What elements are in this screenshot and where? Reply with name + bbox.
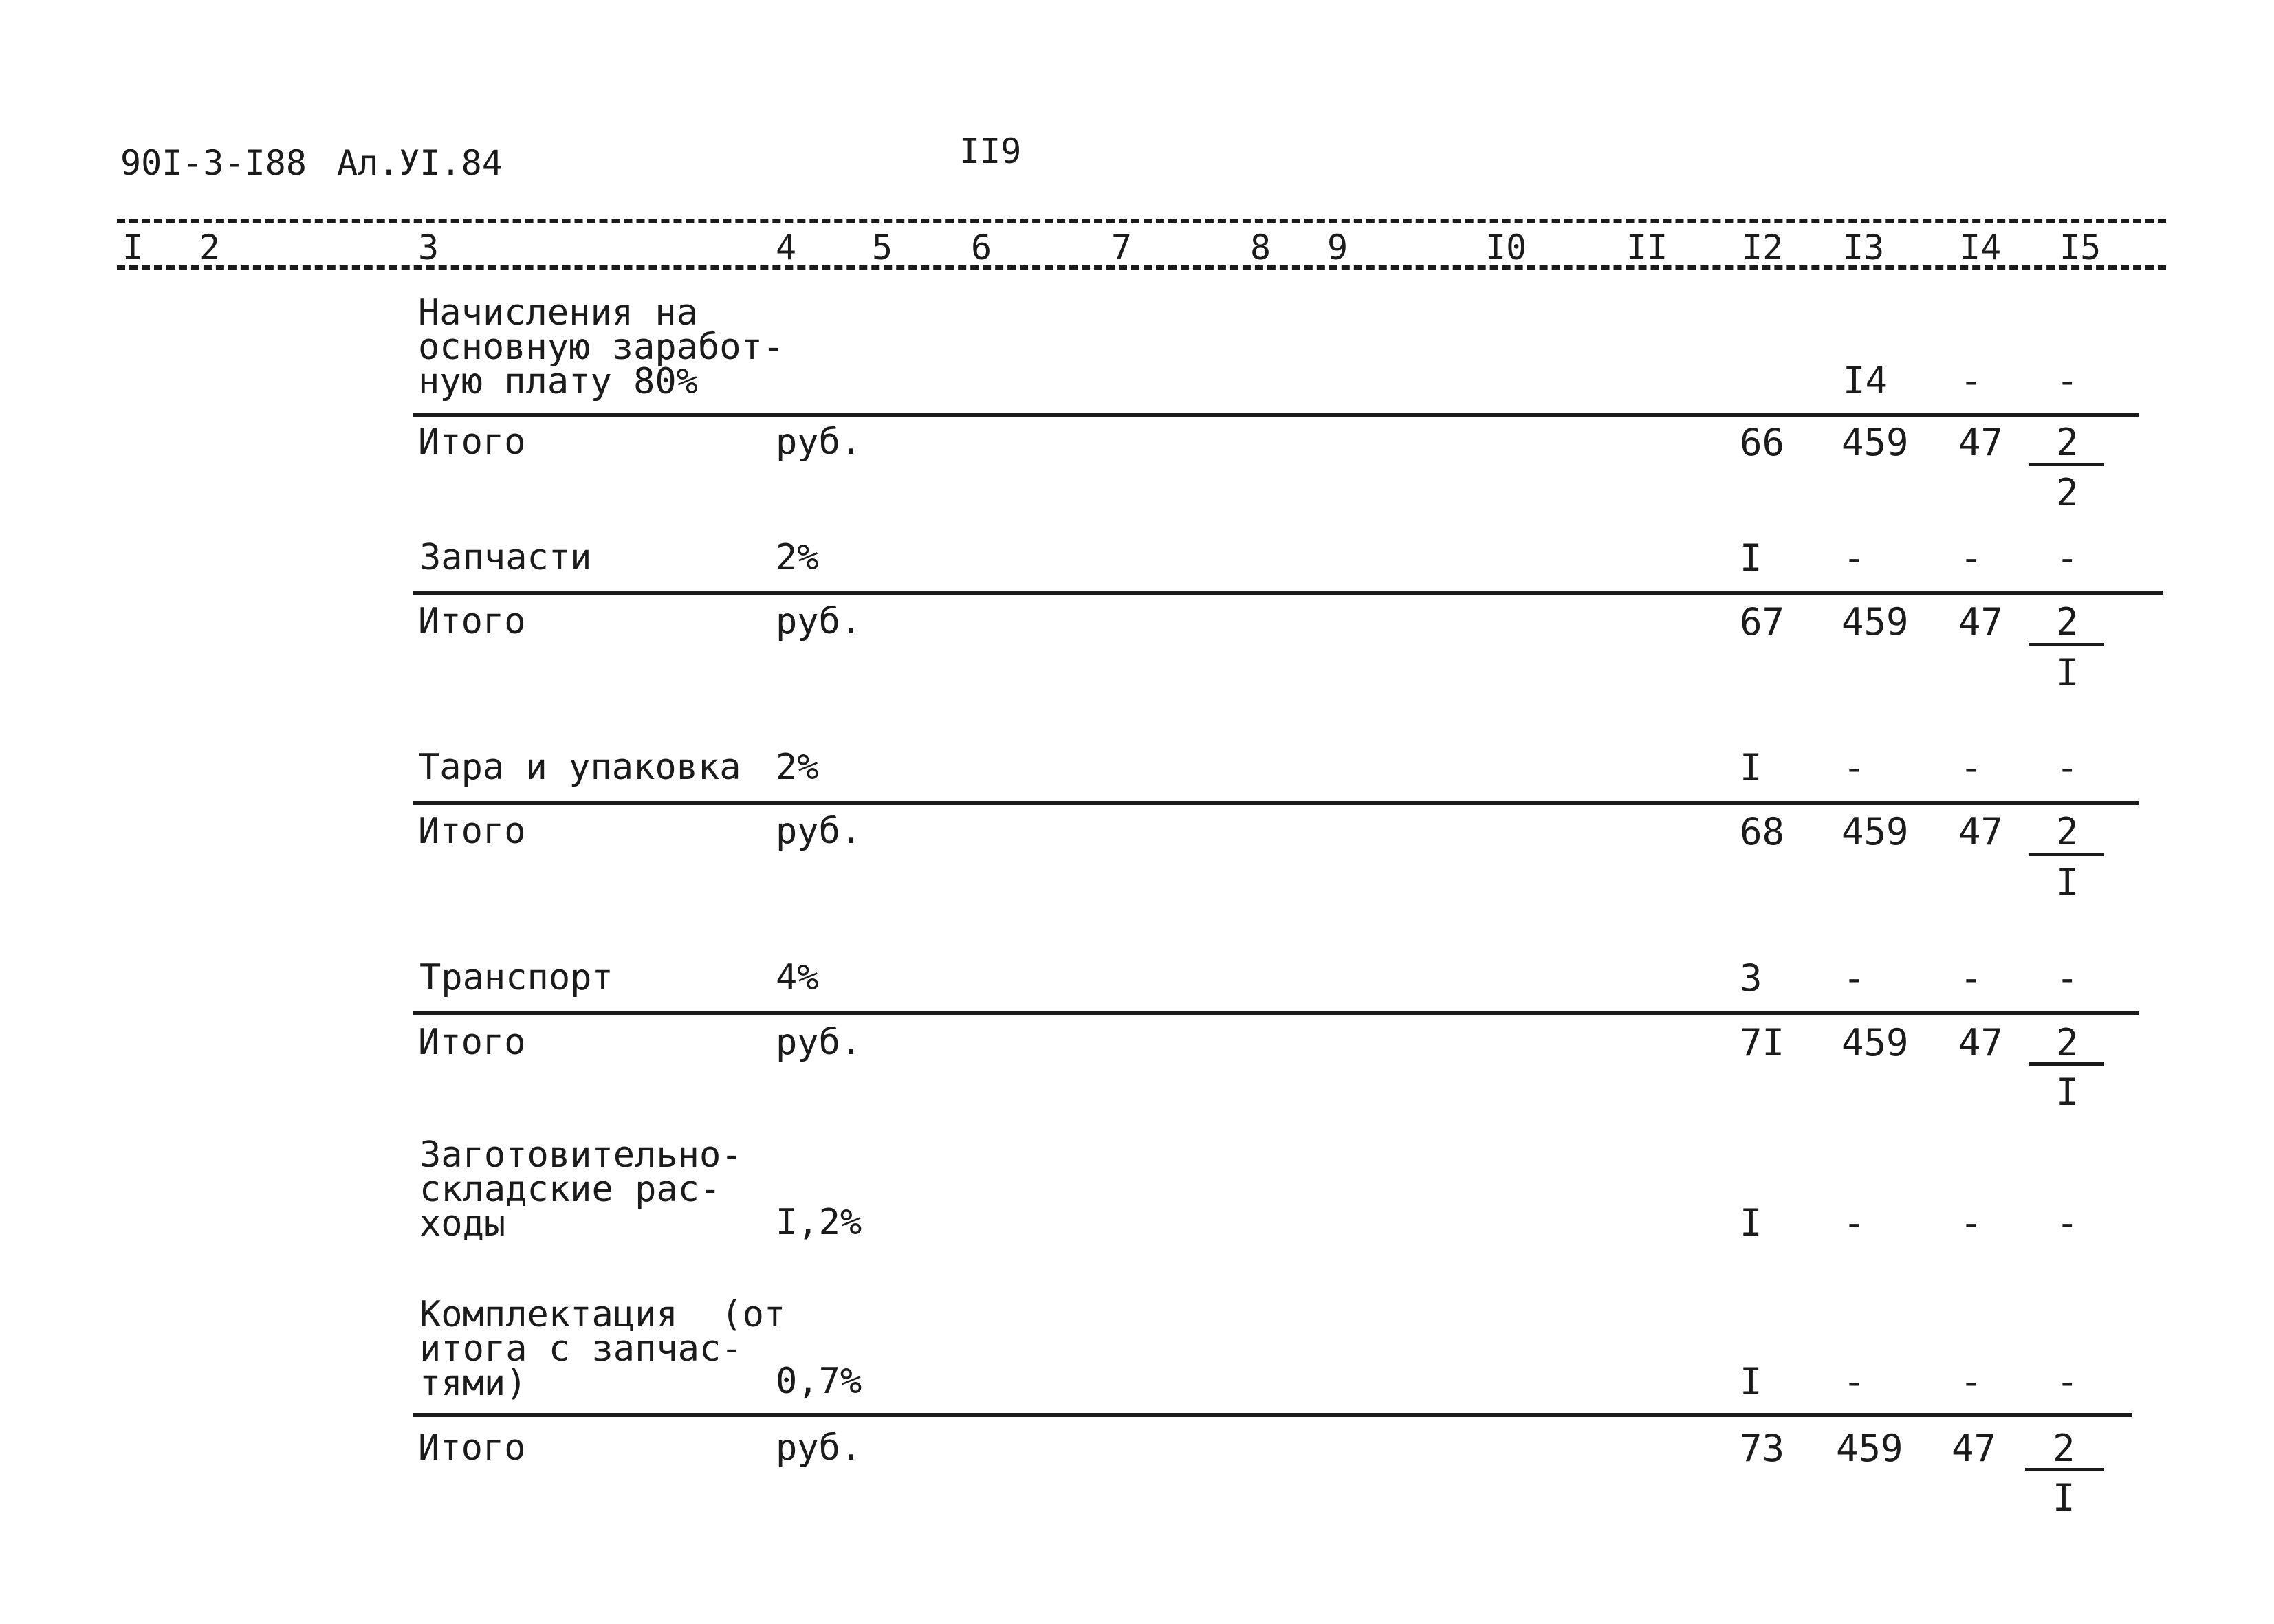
row-divider [413, 801, 2139, 805]
row-divider [413, 1413, 2132, 1417]
cell-col12: 73 [1740, 1427, 1785, 1470]
fraction-bar [2029, 853, 2104, 856]
column-number: 7 [1111, 228, 1133, 267]
row-divider [413, 1011, 2139, 1015]
cell-col15: - [2056, 359, 2079, 402]
column-number: 3 [418, 228, 439, 267]
row-unit: 4% [776, 957, 819, 998]
row-name: Итого [418, 601, 526, 642]
row-unit: руб. [776, 811, 862, 852]
fraction-bar [2025, 1468, 2104, 1471]
cell-col14: 47 [1958, 1021, 2004, 1064]
cell-col12: I [1740, 746, 1762, 789]
column-number: 8 [1250, 228, 1271, 267]
column-number: I0 [1485, 228, 1527, 267]
cell-col14: 47 [1958, 421, 2004, 464]
row-unit: 0,7% [776, 1361, 862, 1402]
cell-col15-numerator: 2 [2056, 810, 2079, 853]
column-number: I [122, 228, 144, 267]
column-number: I5 [2059, 228, 2101, 267]
row-unit: руб. [776, 1022, 862, 1063]
cell-col15-denominator: I [2056, 861, 2079, 904]
cell-col15-numerator: 2 [2053, 1427, 2075, 1470]
document-code: 90I-3-I88 [120, 143, 307, 183]
cell-col15: - [2056, 1201, 2079, 1244]
cell-col12: I [1740, 1360, 1762, 1403]
cell-col13: - [1843, 956, 1866, 1000]
cell-col14: - [1960, 1201, 1982, 1244]
cell-col12: I [1740, 1201, 1762, 1244]
row-name: Итого [418, 1022, 526, 1063]
cell-col15: - [2056, 746, 2079, 789]
cell-col13: - [1843, 536, 1866, 580]
header-top-rule [117, 219, 2166, 223]
cell-col13: 459 [1836, 1427, 1903, 1470]
page-number: II9 [959, 131, 1022, 171]
row-name: Запчасти [419, 537, 592, 578]
cell-col12: 7I [1740, 1021, 1785, 1064]
row-unit: 2% [776, 537, 819, 578]
column-number: 5 [872, 228, 893, 267]
cell-col15-denominator: 2 [2056, 471, 2079, 514]
cell-col14: - [1960, 359, 1982, 402]
column-number: I2 [1742, 228, 1784, 267]
cell-col13: 459 [1841, 1021, 1909, 1064]
row-unit: 2% [776, 747, 819, 788]
cell-col12: 66 [1740, 421, 1785, 464]
cell-col13: 459 [1841, 810, 1909, 853]
row-name: Транспорт [419, 957, 613, 998]
cell-col15: - [2056, 1360, 2079, 1403]
cell-col14: 47 [1958, 810, 2004, 853]
column-number: II [1626, 228, 1668, 267]
fraction-bar [2029, 643, 2104, 646]
cell-col15: - [2056, 956, 2079, 1000]
cell-col12: 67 [1740, 600, 1785, 644]
row-name: Заготовительно- складские рас- ходы [419, 1134, 743, 1244]
cell-col13: 459 [1841, 600, 1909, 644]
row-name: Итого [418, 811, 526, 852]
row-unit: руб. [776, 421, 862, 463]
row-divider [413, 591, 2163, 595]
cell-col14: - [1960, 746, 1982, 789]
row-divider [413, 413, 2139, 417]
fraction-bar [2029, 463, 2104, 466]
column-number: 2 [199, 228, 221, 267]
cell-col15-denominator: I [2053, 1476, 2075, 1519]
cell-col15-numerator: 2 [2056, 421, 2079, 464]
row-name: Итого [418, 1427, 526, 1469]
cell-col15-denominator: I [2056, 651, 2079, 694]
cell-col15-denominator: I [2056, 1071, 2079, 1114]
cell-col14: - [1960, 956, 1982, 1000]
cell-col12: 3 [1740, 956, 1762, 1000]
cell-col14: - [1960, 1360, 1982, 1403]
cell-col15-numerator: 2 [2056, 600, 2079, 644]
cell-col15: - [2056, 536, 2079, 580]
column-number: I4 [1960, 228, 2002, 267]
cell-col12: 68 [1740, 810, 1785, 853]
cell-col13: - [1843, 1360, 1866, 1403]
cell-col13: - [1843, 1201, 1866, 1244]
cell-col14: 47 [1958, 600, 2004, 644]
row-unit: руб. [776, 601, 862, 642]
row-name: Начисления на основную заработ- ную плату 80% [418, 292, 785, 402]
column-number: 6 [971, 228, 992, 267]
row-name: Комплектация (от итога с запчас- тями) [419, 1294, 786, 1404]
row-name: Итого [418, 421, 526, 463]
cell-col13: 459 [1841, 421, 1909, 464]
column-number: 9 [1327, 228, 1348, 267]
column-number: I3 [1843, 228, 1885, 267]
column-number: 4 [776, 228, 797, 267]
row-unit: I,2% [776, 1202, 862, 1243]
cell-col15-numerator: 2 [2056, 1021, 2079, 1064]
album-code: Ал.УI.84 [337, 143, 503, 183]
row-unit: руб. [776, 1427, 862, 1469]
cell-col14: - [1960, 536, 1982, 580]
cell-col13: - [1843, 746, 1866, 789]
cell-col13: I4 [1843, 359, 1888, 402]
cell-col12: I [1740, 536, 1762, 580]
fraction-bar [2029, 1062, 2104, 1066]
cell-col14: 47 [1952, 1427, 1997, 1470]
row-name: Тара и упаковка [418, 747, 741, 788]
